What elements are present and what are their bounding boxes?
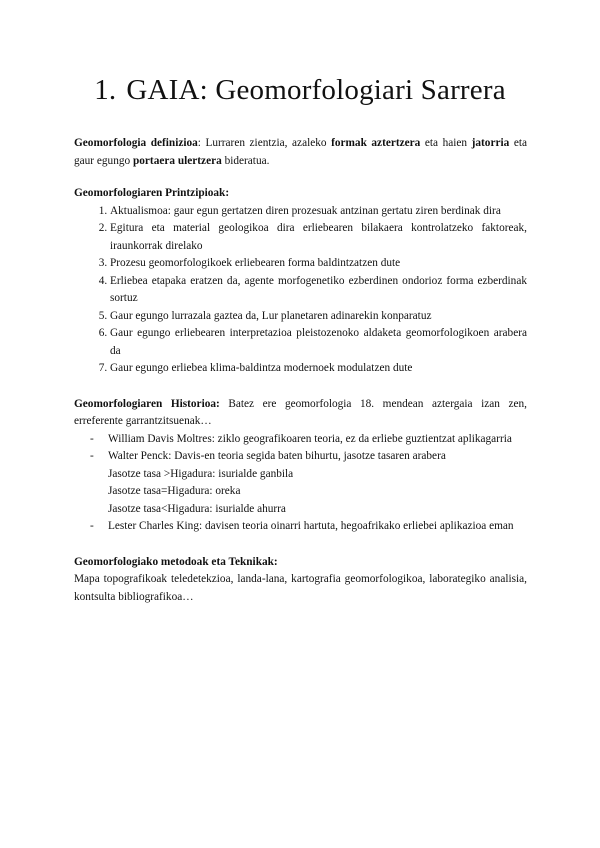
history-paragraph — [74, 396, 527, 431]
definition-text-3: eta gaur egungo — [74, 137, 527, 167]
principle-item: 3. Prozesu geomorfologikoek erliebearen forma baldintzatzen dute — [110, 255, 527, 273]
principle-item: 2. Egitura eta material geologikoa dira erliebearen bilakaera kontrolatzeko faktoreak, iraunkorrak direlako — [110, 220, 527, 255]
history-list — [74, 431, 527, 536]
definition-text-2: eta haien — [420, 137, 472, 149]
history-item — [90, 518, 527, 536]
definition-paragraph — [74, 135, 527, 170]
title-text: GAIA: Geomorfologiari Sarrera — [126, 74, 506, 106]
history-intro: Batez ere geomorfologia 18. mendean aztergaia izan zen, erreferente garrantzitsuenak… — [74, 397, 527, 427]
history-item — [90, 431, 527, 449]
principle-item: 1. Aktualismoa: gaur egun gertatzen diren prozesuak antzinan gertatu ziren berdinak dira — [110, 203, 527, 221]
title-number: 1. — [94, 74, 117, 106]
page-title — [0, 74, 600, 107]
history-subline: Jasotze tasa >Higadura: isurialde ganbila — [108, 467, 294, 480]
methods-heading: Geomorfologiako metodoak eta Teknikak: — [74, 555, 278, 568]
document-body — [74, 135, 527, 606]
dash-marker: - — [90, 432, 94, 445]
dash-marker: - — [90, 520, 94, 532]
definition-text-1: : Lurraren zientzia, azaleko — [197, 137, 332, 149]
history-subline: Jasotze tasa<Higadura: isurialde ahurra — [108, 502, 286, 515]
history-item — [90, 448, 527, 518]
principles-list — [74, 203, 527, 378]
principles-heading: Geomorfologiaren Printzipioak: — [74, 187, 230, 199]
definition-label: Geomorfologia definizioa — [74, 137, 198, 149]
history-item-text: Walter Penck: Davis-en teoria segida baten bihurtu, jasotze tasaren arabera — [108, 450, 446, 462]
principle-item: 7. Gaur egungo erliebea klima-baldintza modernoek modulatzen dute — [110, 360, 527, 378]
definition-bold-1: formak aztertzera — [331, 137, 421, 149]
history-item-text: William Davis Moltres: ziklo geografikoaren teoria, ez da erliebe guztientzat aplikagarria — [108, 432, 512, 445]
dash-marker: - — [90, 450, 94, 462]
definition-bold-2: jatorria — [471, 137, 510, 149]
history-item-text: Lester Charles King: davisen teoria oinarri hartuta, hegoafrikako erliebei aplikazioa eman — [108, 520, 514, 532]
history-subline: Jasotze tasa=Higadura: oreka — [108, 485, 241, 497]
principle-item: 6. Gaur egungo erliebearen interpretazioa pleistozenoko aldaketa geomorfologikoen arabera da — [110, 325, 527, 360]
definition-bold-3: portaera ulertzera — [132, 154, 222, 167]
history-heading: Geomorfologiaren Historioa: — [74, 397, 220, 410]
methods-text: Mapa topografikoak teledetekzioa, landa-lana, kartografia geomorfologikoa, laborategiko analisia, kontsulta bibliografikoa… — [74, 573, 527, 603]
definition-text-4: bideratua. — [221, 154, 270, 167]
principle-item: 5. Gaur egungo lurrazala gaztea da, Lur planetaren adinarekin konparatuz — [110, 308, 527, 326]
principle-item: 4. Erliebea etapaka eratzen da, agente morfogenetiko ezberdinen ondorioz forma ezberdinak sortuz — [110, 273, 527, 308]
